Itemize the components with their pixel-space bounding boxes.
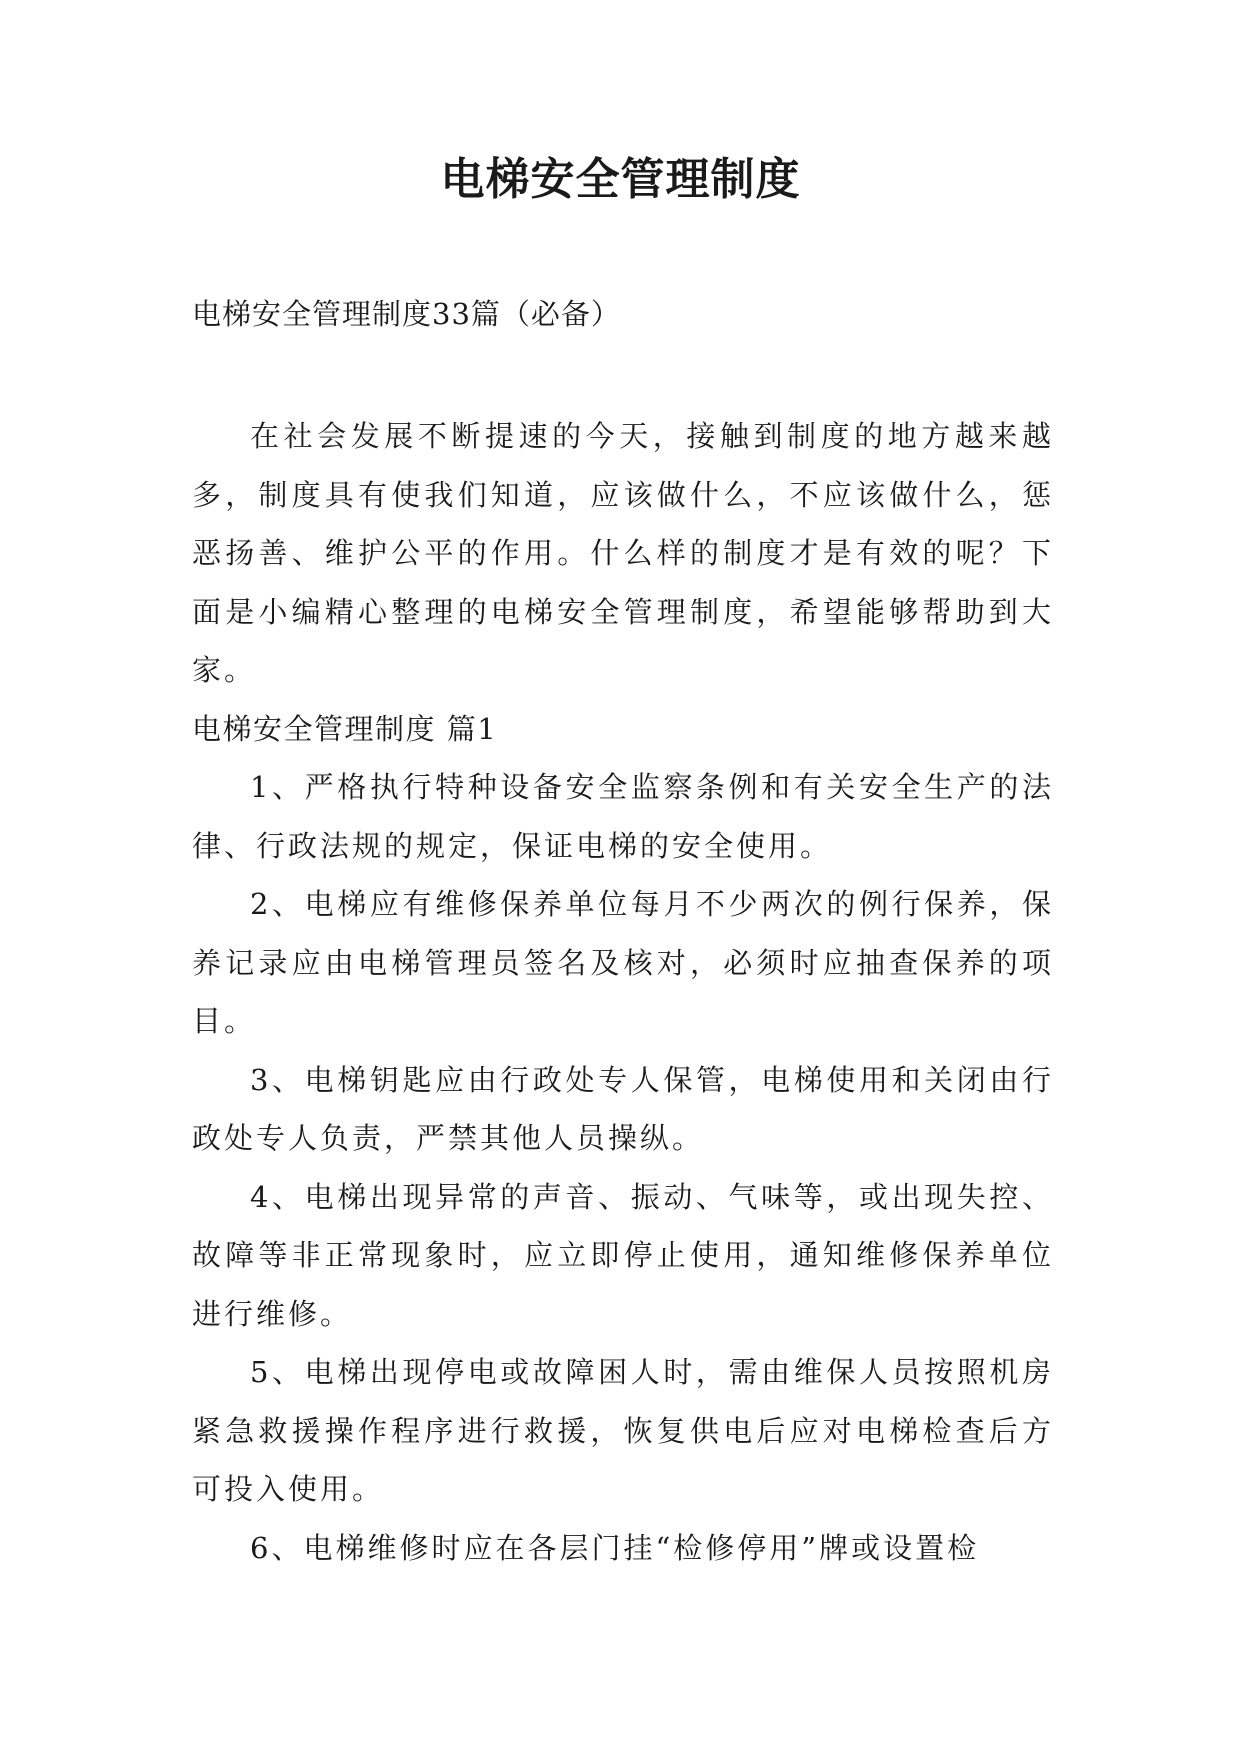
intro-paragraph: 在社会发展不断提速的今天，接触到制度的地方越来越多，制度具有使我们知道，应该做什么，不应该做什么，惩恶扬善、维护公平的作用。什么样的制度才是有效的呢？下面是小编精心整理的电梯安全管理制度，希望能够帮助到大家。 bbox=[192, 419, 1054, 687]
document-subtitle: 电梯安全管理制度33篇（必备） bbox=[192, 297, 621, 331]
list-item: 5、电梯出现停电或故障困人时，需由维保人员按照机房紧急救援操作程序进行救援，恢复供电后应对电梯检查后方可投入使用。 bbox=[192, 1355, 1054, 1506]
section-heading: 电梯安全管理制度 篇1 bbox=[192, 711, 498, 746]
list-item: 4、电梯出现异常的声音、振动、气味等，或出现失控、故障等非正常现象时，应立即停止使用，通知维修保养单位进行维修。 bbox=[192, 1179, 1054, 1331]
list-item: 2、电梯应有维修保养单位每月不少两次的例行保养，保养记录应由电梯管理员签名及核对，必须时应抽查保养的项目。 bbox=[192, 887, 1054, 1038]
document-title: 电梯安全管理制度 bbox=[440, 154, 801, 205]
document-body bbox=[192, 407, 1054, 1577]
list-item: 3、电梯钥匙应由行政处专人保管，电梯使用和关闭由行政处专人负责，严禁其他人员操纵。 bbox=[192, 1062, 1054, 1155]
list-item: 1、严格执行特种设备安全监察条例和有关安全生产的法律、行政法规的规定，保证电梯的安全使用。 bbox=[192, 770, 1054, 863]
list-item: 6、电梯维修时应在各层门挂“检修停用”牌或设置检 bbox=[250, 1530, 980, 1565]
